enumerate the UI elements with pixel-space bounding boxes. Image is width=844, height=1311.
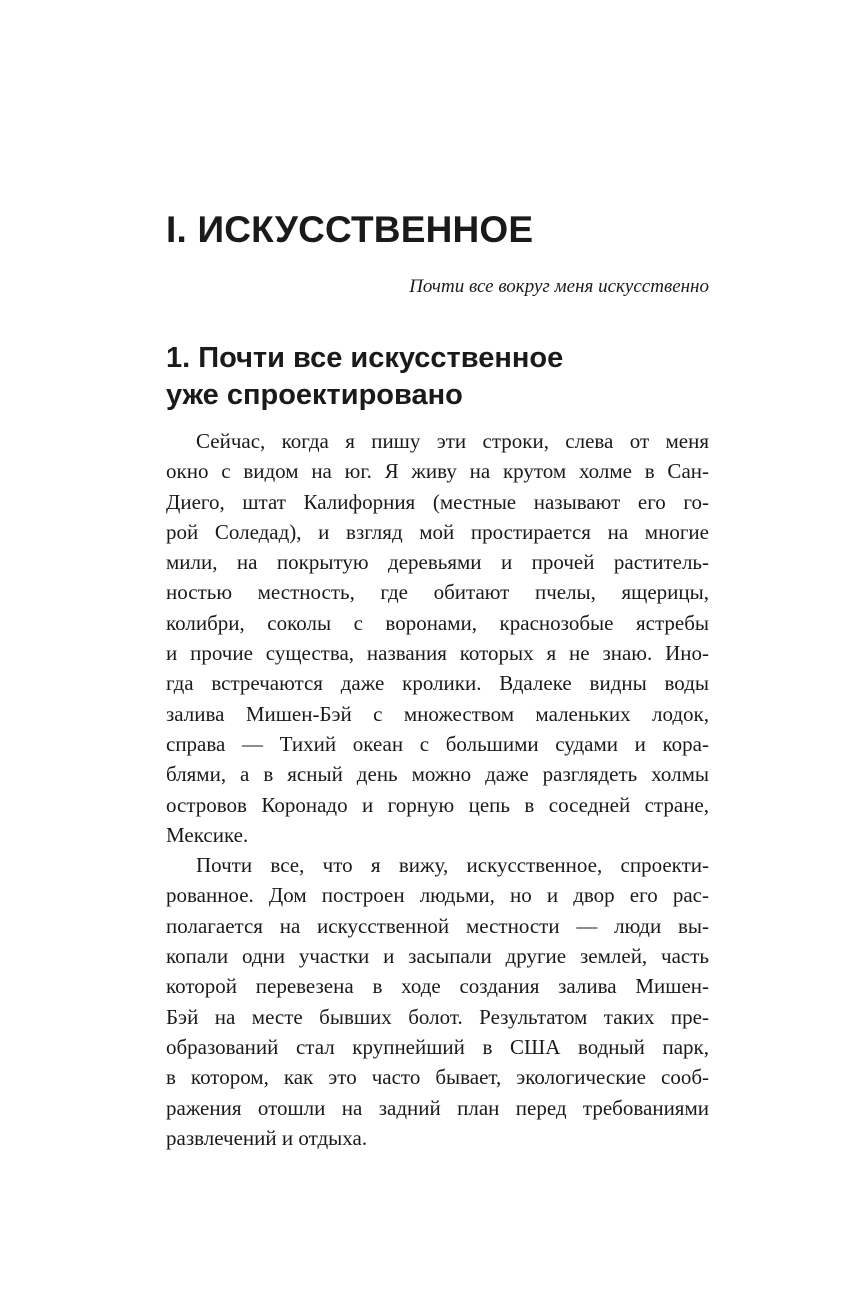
text-line: Мексике. (166, 822, 249, 847)
text-line: копали одни участки и засыпали другие землей, часть (166, 944, 709, 969)
text-line: в котором, как это часто бывает, экологические сооб- (166, 1065, 709, 1090)
text-line: колибри, соколы с воронами, краснозобые ястребы (166, 610, 709, 635)
text-line: образований стал крупнейший в США водный парк, (166, 1034, 709, 1059)
text-line: залива Мишен-Бэй с множеством маленьких лодок, (166, 701, 709, 726)
paragraph-1 (166, 426, 709, 850)
text-line: и прочие существа, названия которых я не знаю. Ино- (166, 641, 709, 666)
text-line: развлечений и отдыха. (166, 1125, 368, 1150)
section-title-line: уже спроектировано (166, 379, 463, 411)
text-line: Диего, штат Калифорния (местные называют его го- (166, 489, 709, 514)
body-text (166, 426, 709, 1153)
text-line: Бэй на месте бывших болот. Результатом таких пре- (166, 1004, 709, 1029)
text-line: справа — Тихий океан с большими судами и кора- (166, 731, 709, 756)
text-line: мили, на покрытую деревьями и прочей раститель- (166, 550, 709, 575)
text-line: которой перевезена в ходе создания залива Мишен- (166, 974, 709, 999)
text-line: ражения отошли на задний план перед требованиями (166, 1095, 709, 1120)
text-line: окно с видом на юг. Я живу на крутом холме в Сан- (166, 459, 709, 484)
chapter-title: I. ИСКУССТВЕННОЕ (166, 209, 534, 250)
text-line: Сейчас, когда я пишу эти строки, слева от меня (196, 429, 709, 453)
text-line: рованное. Дом построен людьми, но и двор его рас- (166, 883, 709, 908)
text-line: полагается на искусственной местности — люди вы- (166, 913, 709, 938)
text-line: ностью местность, где обитают пчелы, ящерицы, (166, 580, 709, 605)
text-line: рой Соледад), и взгляд мой простирается на многие (166, 519, 709, 544)
paragraph-2 (166, 850, 709, 1153)
text-line: блями, а в ясный день можно даже разглядеть холмы (166, 762, 709, 787)
text-line: Почти все, что я вижу, искусственное, спроекти- (196, 853, 709, 878)
section-title (166, 340, 563, 414)
chapter-epigraph: Почти все вокруг меня искусственно (409, 276, 709, 297)
section-title-line: 1. Почти все искусственное (166, 342, 564, 374)
text-line: островов Коронадо и горную цепь в соседней стране, (166, 792, 709, 817)
text-line: гда встречаются даже кролики. Вдалеке видны воды (166, 671, 709, 696)
